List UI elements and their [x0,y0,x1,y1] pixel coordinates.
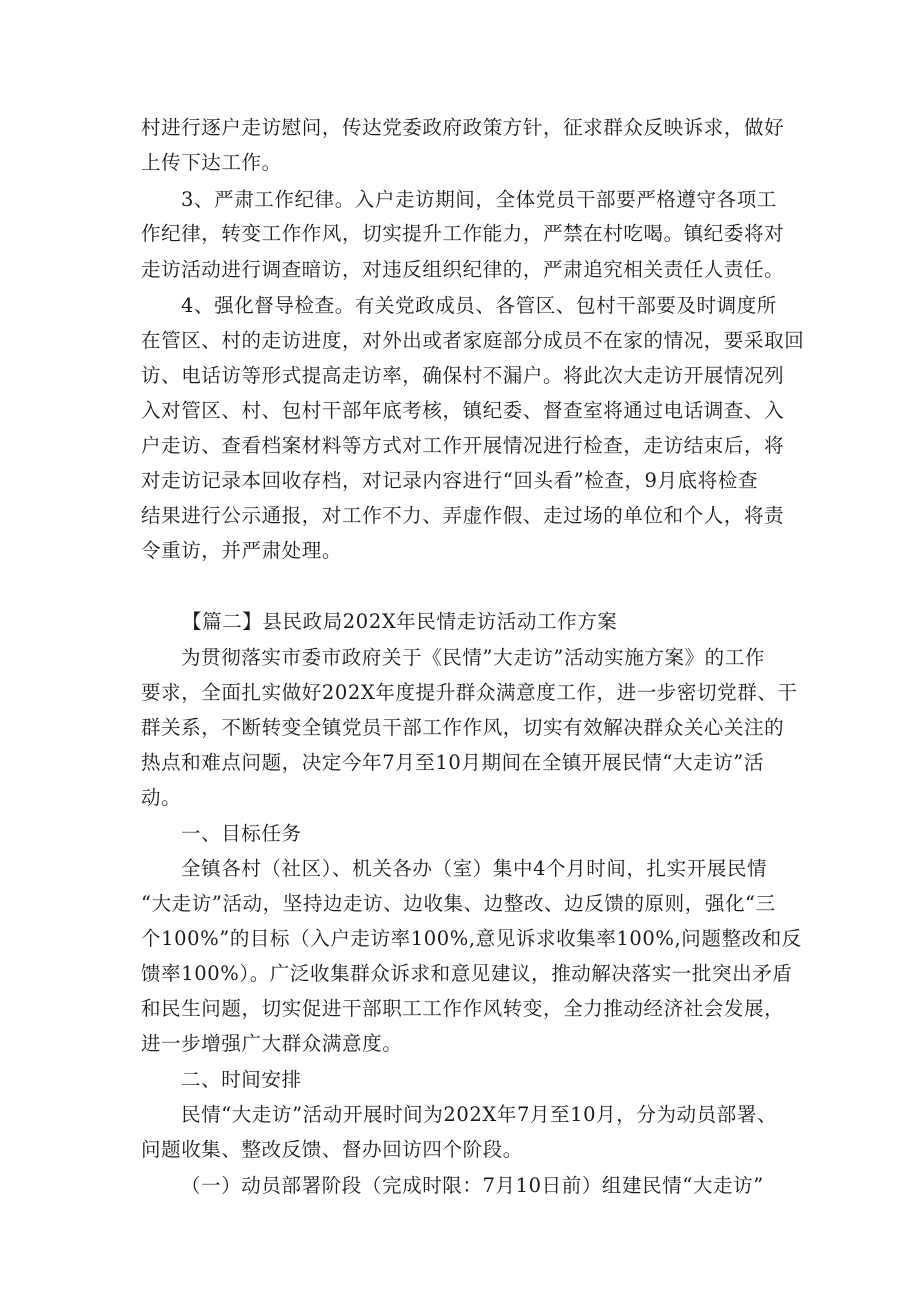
paragraph-line: 进一步增强广大群众满意度。 [141,1032,403,1055]
paragraph-line: 要求，全面扎实做好202X年度提升群众满意度工作，进一步密切党群、干 [141,681,798,704]
paragraph-line: 问题收集、整改反馈、督办回访四个阶段。 [141,1138,523,1161]
paragraph-line: 令重访，并严肃处理。 [141,539,343,562]
paragraph-line: 为贯彻落实市委市政府关于《民情”大走访”活动实施方案》的工作 [181,646,765,669]
paragraph-line: 户走访、查看档案材料等方式对工作开展情况进行检查，走访结束后，将 [141,434,785,457]
paragraph-line: 民情“大走访”活动开展时间为202X年7月至10月，分为动员部署、 [181,1103,778,1126]
paragraph-line: 访、电话访等形式提高走访率，确保村不漏户。将此次大走访开展情况列 [141,364,785,387]
paragraph-line: 走访活动进行调查暗访，对违反组织纪律的，严肃追究相关责任人责任。 [141,258,785,281]
paragraph-line: 热点和难点问题，决定今年7月至10月期间在全镇开展民情“大走访”活 [141,751,764,774]
subsection-heading: 二、时间安排 [181,1068,302,1091]
paragraph-line: （一）动员部署阶段（完成时限：7月10日前）组建民情“大走访” [181,1174,764,1197]
paragraph-line: 动。 [141,786,182,809]
paragraph-line: 结果进行公示通报，对工作不力、弄虚作假、走过场的单位和个人，将责 [141,504,785,527]
paragraph-line: 村进行逐户走访慰问，传达党委政府政策方针，征求群众反映诉求，做好 [141,116,785,139]
subsection-heading: 一、目标任务 [181,822,302,845]
paragraph-line: 上传下达工作。 [141,151,282,174]
paragraph-line: 馈率100%）。广泛收集群众诉求和意见建议，推动解决落实一批突出矛盾 [141,962,793,985]
paragraph-line: “大走访”活动，坚持边走访、边收集、边整改、边反馈的原则，强化“三 [141,892,776,915]
paragraph-line: 入对管区、村、包村干部年底考核，镇纪委、督查室将通过电话调查、入 [141,399,785,422]
paragraph-line: 4、强化督导检查。有关党政成员、各管区、包村干部要及时调度所 [181,294,777,317]
paragraph-line: 作纪律，转变工作作风，切实提升工作能力，严禁在村吃喝。镇纪委将对 [141,222,785,245]
paragraph-line: 群关系，不断转变全镇党员干部工作作风，切实有效解决群众关心关注的 [141,716,785,739]
paragraph-line: 和民生问题，切实促进干部职工工作作风转变，全力推动经济社会发展， [141,997,785,1020]
paragraph-line: 全镇各村（社区）、机关各办（室）集中4个月时间，扎实开展民情 [181,857,768,880]
paragraph-line: 个100%”的目标（入户走访率100%,意见诉求收集率100%,问题整改和反 [141,927,802,950]
paragraph-line: 在管区、村的走访进度，对外出或者家庭部分成员不在家的情况，要采取回 [141,329,805,352]
paragraph-line: 对走访记录本回收存档，对记录内容进行“回头看”检查，9月底将检查 [141,469,759,492]
paragraph-line: 3、严肃工作纪律。入户走访期间，全体党员干部要严格遵守各项工 [181,188,777,211]
section-title: 【篇二】县民政局202X年民情走访活动工作方案 [182,610,618,633]
